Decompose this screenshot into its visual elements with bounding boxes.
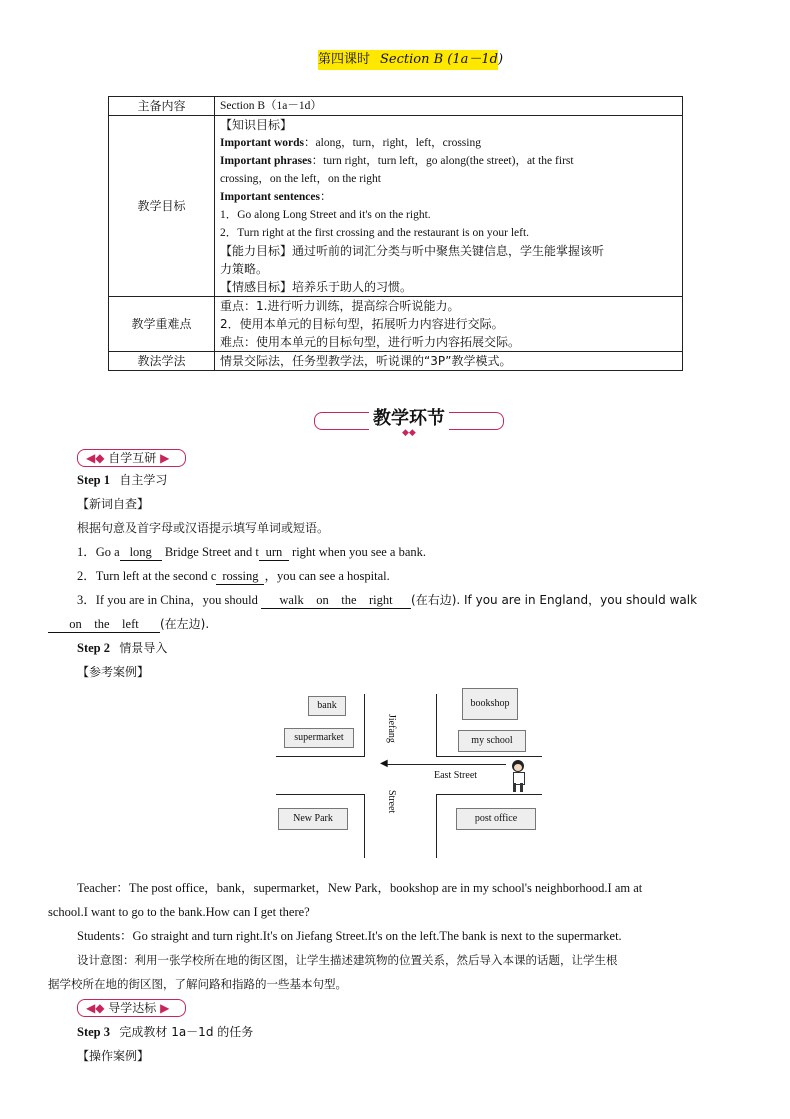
row-value: 情景交际法，任务型教学法，听说课的“3P”教学模式。 (215, 352, 683, 371)
teacher-dialogue: Teacher：The post office，bank，supermarket，New Park，bookshop are in my school's neighborhood.I am at (77, 881, 643, 895)
step2-heading: Step 2 情景导入 (77, 641, 168, 655)
arrow-icon: ◀◆ (86, 1001, 109, 1015)
question-2: 2．Turn left at the second c rossing ，you can see a hospital. (77, 569, 390, 583)
arrow-left-icon: ◀ (380, 758, 388, 769)
arrow-icon: ◀◆ (86, 451, 109, 465)
row-key: 教学目标 (109, 116, 215, 297)
street-label: East Street (434, 770, 478, 781)
bank-building: bank (308, 696, 346, 716)
objectives-cell: 【知识目标】 Important words：along，turn，right，left，crossing Important phrases：turn right，turn left，go along(the street)，at the first crossing，on the left，on the right Important sentences： 1．Go along Long Street and it's on the right. 2．Turn right at the first crossing and the restaurant is on your left. 【能力目标】通过听前的词汇分类与听中聚焦关键信息，学生能掌握该听 力策略。 【情感目标】培养乐于助人的习惯。 (215, 116, 683, 297)
bookshop-building: bookshop (462, 688, 518, 720)
new-words-tag: 【新词自查】 (77, 497, 150, 511)
step3-heading: Step 3 完成教材 1a－1d 的任务 (77, 1025, 254, 1039)
step1-heading: Step 1 自主学习 (77, 473, 168, 487)
section-tag-guided: ◀◆ 导学达标 ▶ (77, 999, 186, 1015)
instruction: 根据句意及首字母或汉语提示填写单词或短语。 (77, 521, 330, 535)
teacher-dialogue-cont: school.I want to go to the bank.How can I get there? (48, 905, 310, 919)
section-banner: 教学环节 ◆◆ (314, 402, 504, 438)
question-3-cont: on the left (在左边). (48, 615, 209, 633)
students-dialogue: Students：Go straight and turn right.It's on Jiefang Street.It's on the left.The bank is next to the supermarket. (77, 929, 622, 943)
design-intent: 设计意图：利用一张学校所在地的街区图，让学生描述建筑物的位置关系，然后导入本课的话题，让学生根 (77, 953, 618, 967)
school-building: my school (458, 730, 526, 752)
row-value: Section B（1a－1d） (215, 97, 683, 116)
row-key: 教法学法 (109, 352, 215, 371)
street-label: Street (386, 790, 397, 814)
post-office-building: post office (456, 808, 536, 830)
lesson-plan-table (108, 96, 683, 371)
ornament-icon: ◆◆ (402, 428, 416, 438)
table-row (109, 352, 683, 371)
question-1: 1．Go a long Bridge Street and t urn right when you see a bank. (77, 545, 427, 559)
park-building: New Park (278, 808, 348, 830)
row-key: 教学重难点 (109, 297, 215, 352)
operation-case-tag: 【操作案例】 (77, 1049, 150, 1063)
street-map (272, 688, 547, 860)
row-key: 主备内容 (109, 97, 215, 116)
section-tag-self-study: ◀◆ 自学互研 ▶ (77, 449, 186, 465)
row-value: 重点：1.进行听力训练，提高综合听说能力。 2．使用本单元的目标句型，拓展听力内容进行交际。 难点：使用本单元的目标句型，进行听力内容拓展交际。 (215, 297, 683, 352)
table-row (109, 116, 683, 297)
supermarket-building: supermarket (284, 728, 354, 748)
table-row (109, 297, 683, 352)
street-label: Jiefang (386, 714, 397, 743)
question-3: 3．If you are in China，you should walk on the right (在右边). If you are in England，you should walk (77, 593, 698, 607)
reference-case-tag: 【参考案例】 (77, 665, 150, 679)
table-row (109, 97, 683, 116)
lesson-title: 第四课时 Section B (1a－1d) (318, 50, 498, 70)
design-intent-cont: 据学校所在地的街区图，了解问路和指路的一些基本句型。 (48, 977, 347, 991)
student-figure-icon (509, 760, 527, 794)
